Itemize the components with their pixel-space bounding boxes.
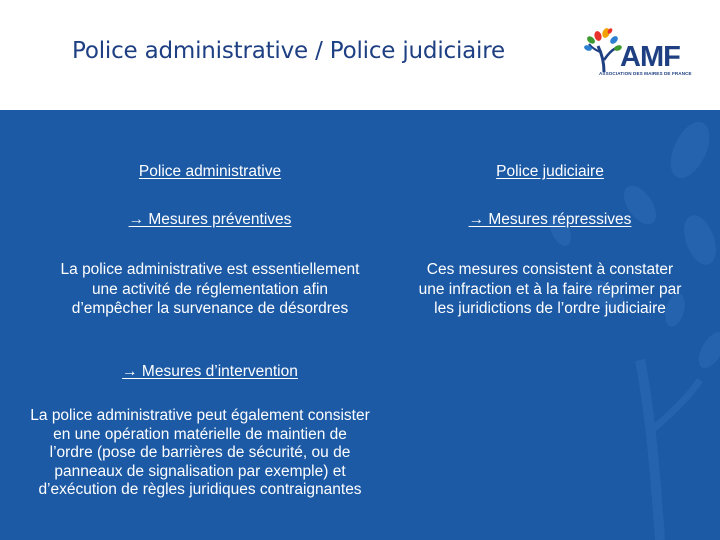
left-heading: Police administrative (138, 163, 282, 180)
logo-subtitle: ASSOCIATION DES MAIRES DE FRANCE (599, 71, 692, 76)
slide-header (0, 0, 720, 110)
right-description-1: Ces mesures consistent à constater une infraction et à la faire réprimer par les juridictions de l’ordre judiciaire (418, 261, 682, 317)
left-measure-intervention: → Mesures d’intervention (122, 363, 298, 380)
right-measure-repressive: → Mesures répressives (468, 211, 632, 228)
left-description-1: La police administrative est essentiellement une activité de réglementation afin d’empêcher la survenance de désordres (60, 261, 360, 317)
left-description-2: La police administrative peut également consister en une opération matérielle de maintien de l’ordre (pose de barrières de sécurité, ou de panneaux de signalisation par exemple) et d’exécution de règles juridiques contraignantes (30, 407, 370, 498)
right-heading: Police judiciaire (496, 163, 604, 180)
content-panel (0, 110, 720, 540)
slide-title: Police administrative / Police judiciaire (72, 38, 505, 64)
logo-brand: AMF (620, 41, 680, 73)
tree-emblem-icon (584, 27, 623, 72)
left-measure-preventive: → Mesures préventives (128, 211, 292, 228)
